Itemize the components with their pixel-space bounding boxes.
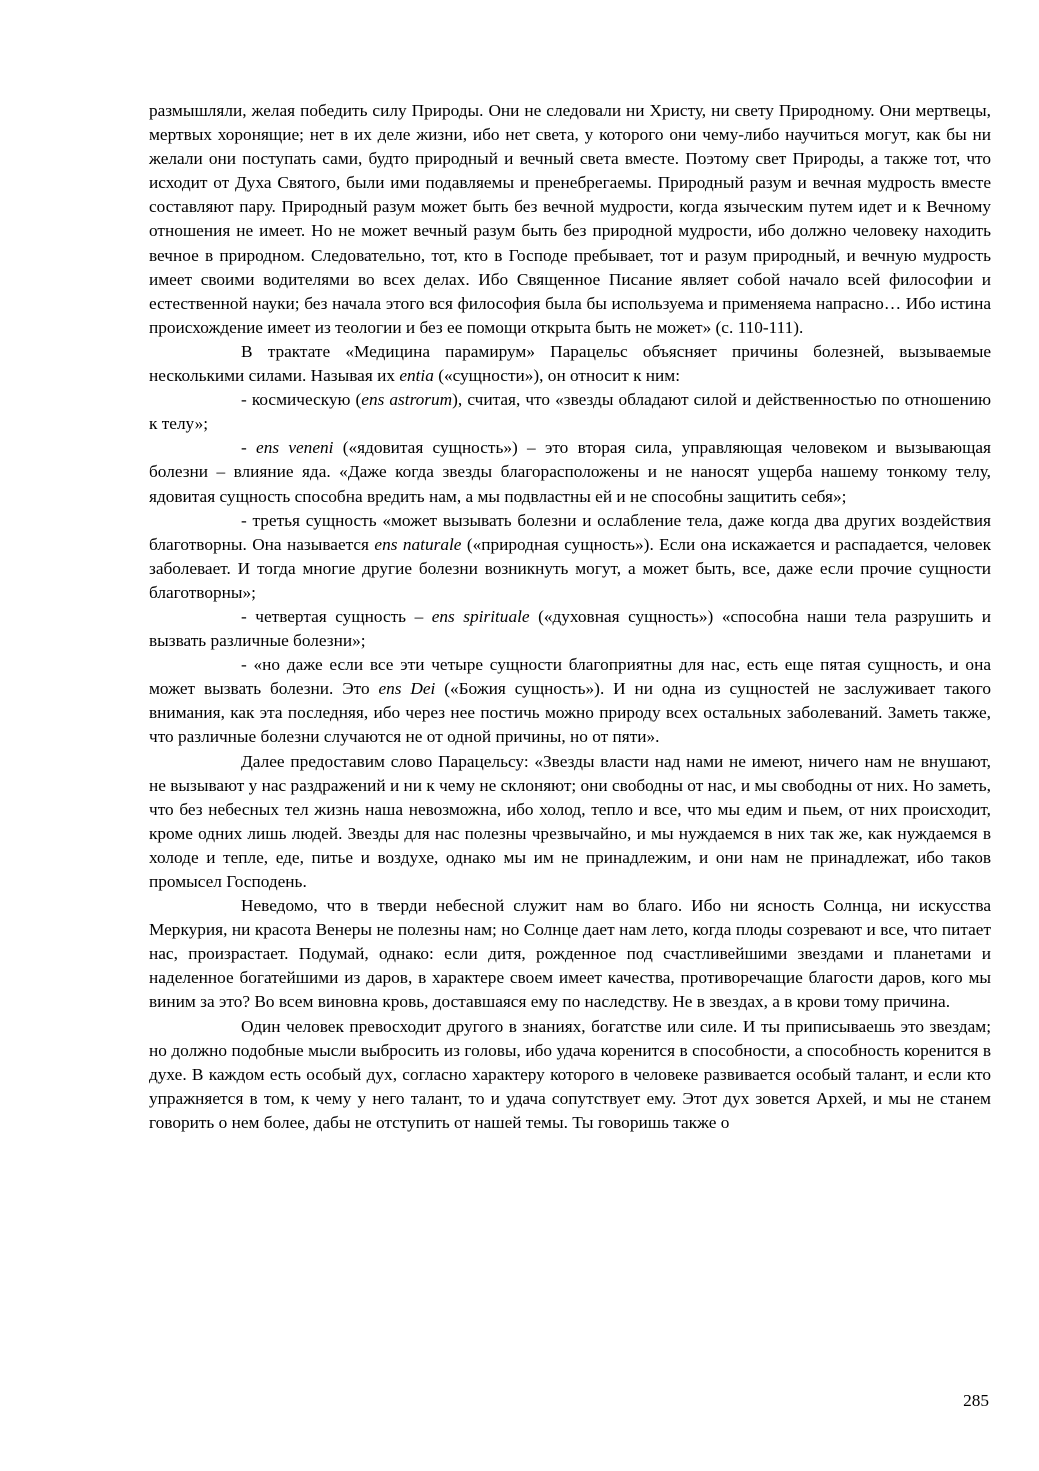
text-run: («сущности»), он относит к ним: — [433, 366, 681, 386]
text-run: - «но даже если все эти четыре сущности благоприятны для нас, есть еще пятая сущность, и она может вызвать болезни. Это — [149, 655, 991, 699]
paragraph — [149, 605, 991, 653]
text-run: - — [241, 438, 257, 458]
italic-term: ens spirituale — [431, 606, 530, 626]
text-run: - третья сущность «может вызывать болезни и ослабление тела, даже когда два других воздействия благотворны. Она называется — [149, 510, 991, 554]
italic-term: ens veneni — [256, 438, 334, 458]
paragraph — [149, 436, 991, 508]
italic-term: ens astrorum — [361, 390, 453, 410]
paragraph — [149, 340, 991, 388]
text-run: Неведомо, что в тверди небесной служит нам во благо. Ибо ни ясность Солнца, ни искусства Меркурия, ни красота Венеры не полезны нам; но Солнце дает нам лето, когда плоды созревают и все, что питает нас, произрастает. Подумай, однако: если дитя, рожденное под счастливейшими звездами и планетами и наделенное богатейшими из даров, в характере своем имеет качества, противоречащие благости даров, кого мы виним за это? Во всем виновна кровь, доставшаяся ему по наследству. Не в звездах, а в крови тому причина. — [149, 896, 991, 1012]
text-run: («природная сущность»). Если она искажается и распадается, человек заболевает. И тогда многие другие болезни возникнуть могут, а может быть, все, даже если прочие сущности благотворны»; — [149, 534, 991, 602]
paragraph — [149, 99, 991, 340]
italic-term: ens naturale — [374, 534, 462, 554]
text-run: Далее предоставим слово Парацельсу: «Звезды власти над нами не имеют, ничего нам не внушают, не вызывают у нас раздражений и ни к чему не склоняют; они свободны от нас, и мы свободны от них. Но заметь, что без небесных тел жизнь наша невозможна, ибо холод, тепло и все, что мы едим и пьем, от них происходит, кроме одних лишь людей. Звезды для нас полезны чрезвычайно, и мы нуждаемся в них так же, как нуждаемся в холоде и тепле, еде, питье и воздухе, однако мы им не принадлежим, и они нам не принадлежат, ибо таков промысел Господень. — [149, 751, 991, 891]
paragraph — [149, 388, 991, 436]
text-run: В трактате «Медицина парамирум» Парацельс объясняет причины болезней, вызываемые несколькими силами. Называя их — [149, 341, 991, 386]
paragraph — [149, 509, 991, 605]
text-run: - космическую ( — [241, 390, 362, 410]
text-run: - четвертая сущность – — [241, 606, 432, 626]
text-run: размышляли, желая победить силу Природы. Они не следовали ни Христу, ни свету Природному. Они мертвецы, мертвых хоронящие; нет в их деле жизни, ибо нет света, у которого они чему-либо научиться могут, как бы ни желали они поступать сами, будто природный и вечный света вместе. Поэтому свет Природы, а также тот, что исходит от Духа Святого, были ими подавляемы и пренебрегаемы. Природный разум и вечная мудрость вместе составляют пару. Природный разум может быть без вечной мудрости, когда языческим путем идет и к Вечному отношения не имеет. Но не может вечный разум быть без природной мудрости, ибо должно человеку находить вечное в природном. Следовательно, тот, кто в Господе пребывает, тот и разум природный, и вечную мудрость имеет своими водителями во всех делах. Ибо Священное Писание являет собой начало всей философии и естественной науки; без начала этого вся философия была бы используема и применяема напрасно… Ибо истина происхождение имеет из теологии и без ее помощи открыта быть не может» (с. 110-111). — [149, 101, 991, 337]
text-run: («ядовитая сущность») – это вторая сила, управляющая человеком и вызывающая болезни – влияние яда. «Даже когда звезды благорасположены и не наносят ущерба нашему тонкому телу, ядовитая сущность способна вредить нам, а мы подвластны ей и не способны защитить себя»; — [149, 438, 991, 506]
text-run: Один человек превосходит другого в знаниях, богатстве или силе. И ты приписываешь это звездам; но должно подобные мысли выбросить из головы, ибо удача коренится в способности, а способность коренится в духе. В каждом есть особый дух, согласно характеру которого в человеке развивается особый талант, и если кто упражняется в том, к чему у него талант, то и удача сопутствует ему. Этот дух зовется Архей, и мы не станем говорить о нем более, дабы не отступить от нашей темы. Ты говоришь также о — [149, 1016, 991, 1132]
text-run: («духовная сущность») «способна наши тела разрушить и вызвать различные болезни»; — [149, 606, 991, 651]
italic-term: entia — [399, 366, 434, 386]
italic-term: ens Dei — [378, 679, 436, 699]
text-run: ), считая, что «звезды обладают силой и действенностью по отношению к телу»; — [149, 390, 991, 434]
paragraph — [149, 653, 991, 749]
paragraph — [149, 750, 991, 895]
paragraph — [149, 894, 991, 1014]
text-run: («Божия сущность»). И ни одна из сущностей не заслуживает такого внимания, как эта последняя, ибо через нее постичь можно природу всех остальных заболеваний. Заметь также, что различные болезни случаются не от одной причины, но от пяти». — [149, 679, 991, 747]
paragraph — [149, 1015, 991, 1135]
body-text — [149, 99, 991, 1135]
page-number: 285 — [963, 1391, 989, 1410]
